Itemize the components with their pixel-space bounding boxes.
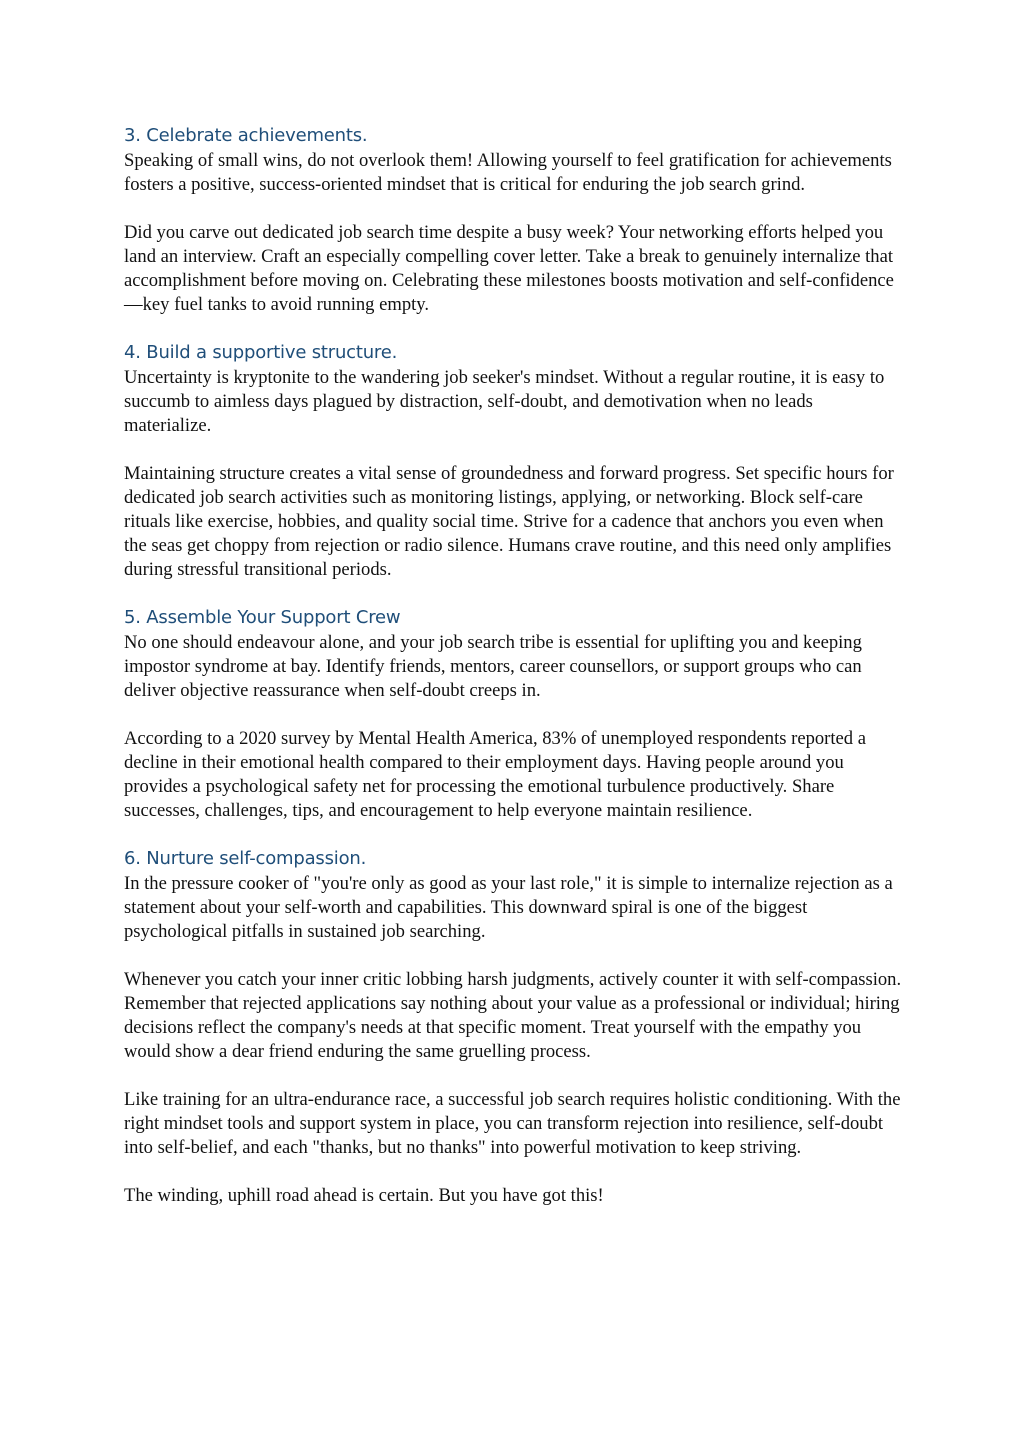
section-heading: 4. Build a supportive structure. xyxy=(124,342,398,363)
section-heading: 6. Nurture self-compassion. xyxy=(124,848,367,869)
closing-paragraph: The winding, uphill road ahead is certain. But you have got this! xyxy=(124,1185,604,1206)
section-heading: 3. Celebrate achievements. xyxy=(124,125,368,146)
section-heading: 5. Assemble Your Support Crew xyxy=(124,607,401,628)
paragraph: In the pressure cooker of "you're only as good as your last role," it is simple to internalize rejection as a statement about your self-worth and capabilities. This downward spiral is one of the biggest psychological pitfalls in sustained job searching. xyxy=(124,873,893,942)
paragraph: According to a 2020 survey by Mental Health America, 83% of unemployed respondents reported a decline in their emotional health compared to their employment days. Having people around you provides a psychological safety net for processing the emotional turbulence productively. Share successes, challenges, tips, and encouragement to help everyone maintain resilience. xyxy=(124,728,866,821)
section-supportive-structure xyxy=(124,340,904,582)
document-page xyxy=(124,123,904,1232)
paragraph: Whenever you catch your inner critic lobbing harsh judgments, actively counter it with self-compassion. Remember that rejected applications say nothing about your value as a professional or individual; hiring decisions reflect the company's needs at that specific moment. Treat yourself with the empathy you would show a dear friend enduring the same gruelling process. xyxy=(124,969,902,1062)
paragraph: Like training for an ultra-endurance race, a successful job search requires holistic conditioning. With the right mindset tools and support system in place, you can transform rejection into resilience, self-doubt into self-belief, and each "thanks, but no thanks" into powerful motivation to keep striving. xyxy=(124,1089,901,1158)
section-self-compassion xyxy=(124,846,904,1208)
section-support-crew xyxy=(124,605,904,823)
section-celebrate-achievements xyxy=(124,123,904,317)
paragraph: Uncertainty is kryptonite to the wandering job seeker's mindset. Without a regular routine, it is easy to succumb to aimless days plagued by distraction, self-doubt, and demotivation when no leads materialize. xyxy=(124,367,885,436)
paragraph: Maintaining structure creates a vital sense of groundedness and forward progress. Set specific hours for dedicated job search activities such as monitoring listings, applying, or networking. Block self-care rituals like exercise, hobbies, and quality social time. Strive for a cadence that anchors you even when the seas get choppy from rejection or radio silence. Humans crave routine, and this need only amplifies during stressful transitional periods. xyxy=(124,463,894,580)
paragraph: No one should endeavour alone, and your job search tribe is essential for uplifting you and keeping impostor syndrome at bay. Identify friends, mentors, career counsellors, or support groups who can deliver objective reassurance when self-doubt creeps in. xyxy=(124,632,862,701)
paragraph: Speaking of small wins, do not overlook them! Allowing yourself to feel gratification for achievements fosters a positive, success-oriented mindset that is critical for enduring the job search grind. xyxy=(124,150,892,195)
paragraph: Did you carve out dedicated job search time despite a busy week? Your networking efforts helped you land an interview. Craft an especially compelling cover letter. Take a break to genuinely internalize that accomplishment before moving on. Celebrating these milestones boosts motivation and self-confidence—key fuel tanks to avoid running empty. xyxy=(124,222,894,315)
